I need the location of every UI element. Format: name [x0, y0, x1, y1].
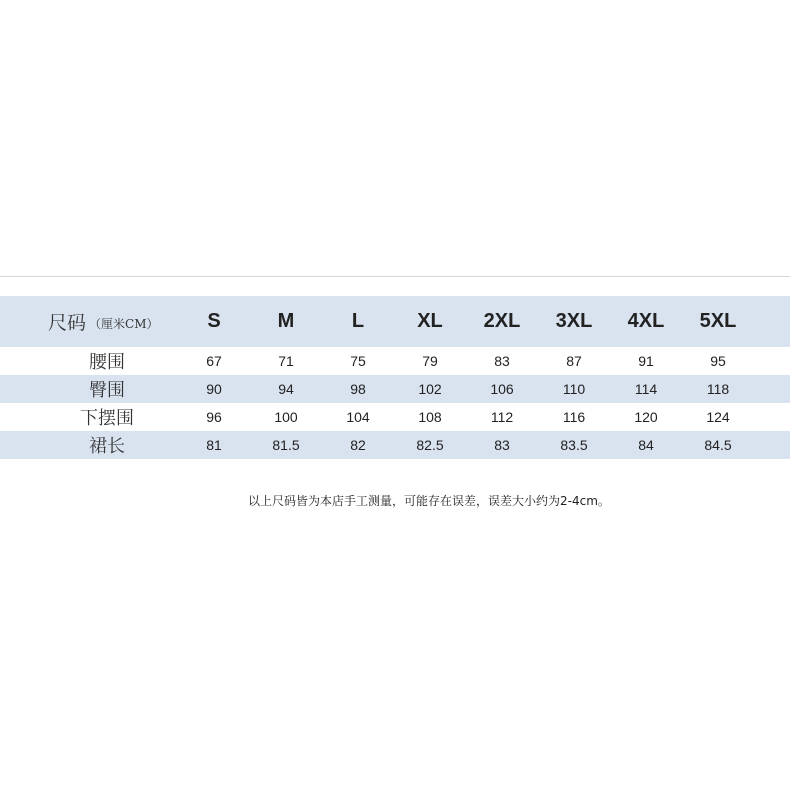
size-header-s: S — [207, 310, 221, 332]
header-label-cell — [48, 296, 163, 347]
size-header-4xl: 4XL — [627, 310, 665, 332]
table-cell: 114 — [634, 381, 658, 397]
row-label-waist: 腰围 — [89, 352, 125, 373]
size-header-xl: XL — [417, 310, 443, 332]
table-cell: 81.5 — [272, 437, 300, 453]
header-label: 尺码 — [48, 312, 87, 334]
table-row-hip — [0, 375, 790, 403]
table-cell: 83.5 — [560, 437, 588, 453]
size-header-3xl: 3XL — [555, 310, 593, 332]
table-cell: 84 — [638, 437, 654, 453]
size-header-m: M — [277, 310, 295, 332]
table-cell: 112 — [490, 409, 514, 425]
table-cell: 116 — [562, 409, 586, 425]
top-divider — [0, 276, 790, 277]
table-cell: 67 — [206, 353, 222, 369]
table-row-length — [0, 431, 790, 459]
table-cell: 81 — [206, 437, 222, 453]
table-row-waist — [0, 347, 790, 375]
row-label-length: 裙长 — [89, 436, 125, 457]
table-cell: 120 — [634, 409, 658, 425]
table-cell: 100 — [274, 409, 298, 425]
table-cell: 110 — [562, 381, 586, 397]
table-cell: 87 — [566, 353, 582, 369]
row-label-hip: 臀围 — [89, 380, 125, 401]
table-cell: 96 — [206, 409, 222, 425]
table-cell: 98 — [350, 381, 366, 397]
table-cell: 102 — [418, 381, 442, 397]
table-cell: 83 — [494, 353, 510, 369]
header-unit-note: （厘米CM） — [89, 316, 159, 331]
table-cell: 118 — [706, 381, 730, 397]
size-header-2xl: 2XL — [483, 310, 521, 332]
table-cell: 91 — [638, 353, 654, 369]
table-cell: 79 — [422, 353, 438, 369]
table-header-row — [0, 296, 790, 347]
table-cell: 90 — [206, 381, 222, 397]
table-cell: 84.5 — [704, 437, 732, 453]
table-row-hem — [0, 403, 790, 431]
table-cell: 124 — [706, 409, 730, 425]
measurement-note: 以上尺码皆为本店手工测量，可能存在误差，误差大小约为2-4cm。 — [248, 494, 610, 508]
table-cell: 82 — [350, 437, 366, 453]
size-header-5xl: 5XL — [699, 310, 737, 332]
table-cell: 104 — [346, 409, 370, 425]
table-cell: 82.5 — [416, 437, 444, 453]
table-cell: 94 — [278, 381, 294, 397]
table-cell: 75 — [350, 353, 366, 369]
table-cell: 106 — [490, 381, 514, 397]
table-cell: 95 — [710, 353, 726, 369]
size-chart-table — [0, 296, 790, 459]
row-label-hem: 下摆围 — [80, 408, 134, 429]
size-header-l: L — [351, 310, 365, 332]
table-cell: 108 — [418, 409, 442, 425]
table-cell: 71 — [278, 353, 294, 369]
table-cell: 83 — [494, 437, 510, 453]
